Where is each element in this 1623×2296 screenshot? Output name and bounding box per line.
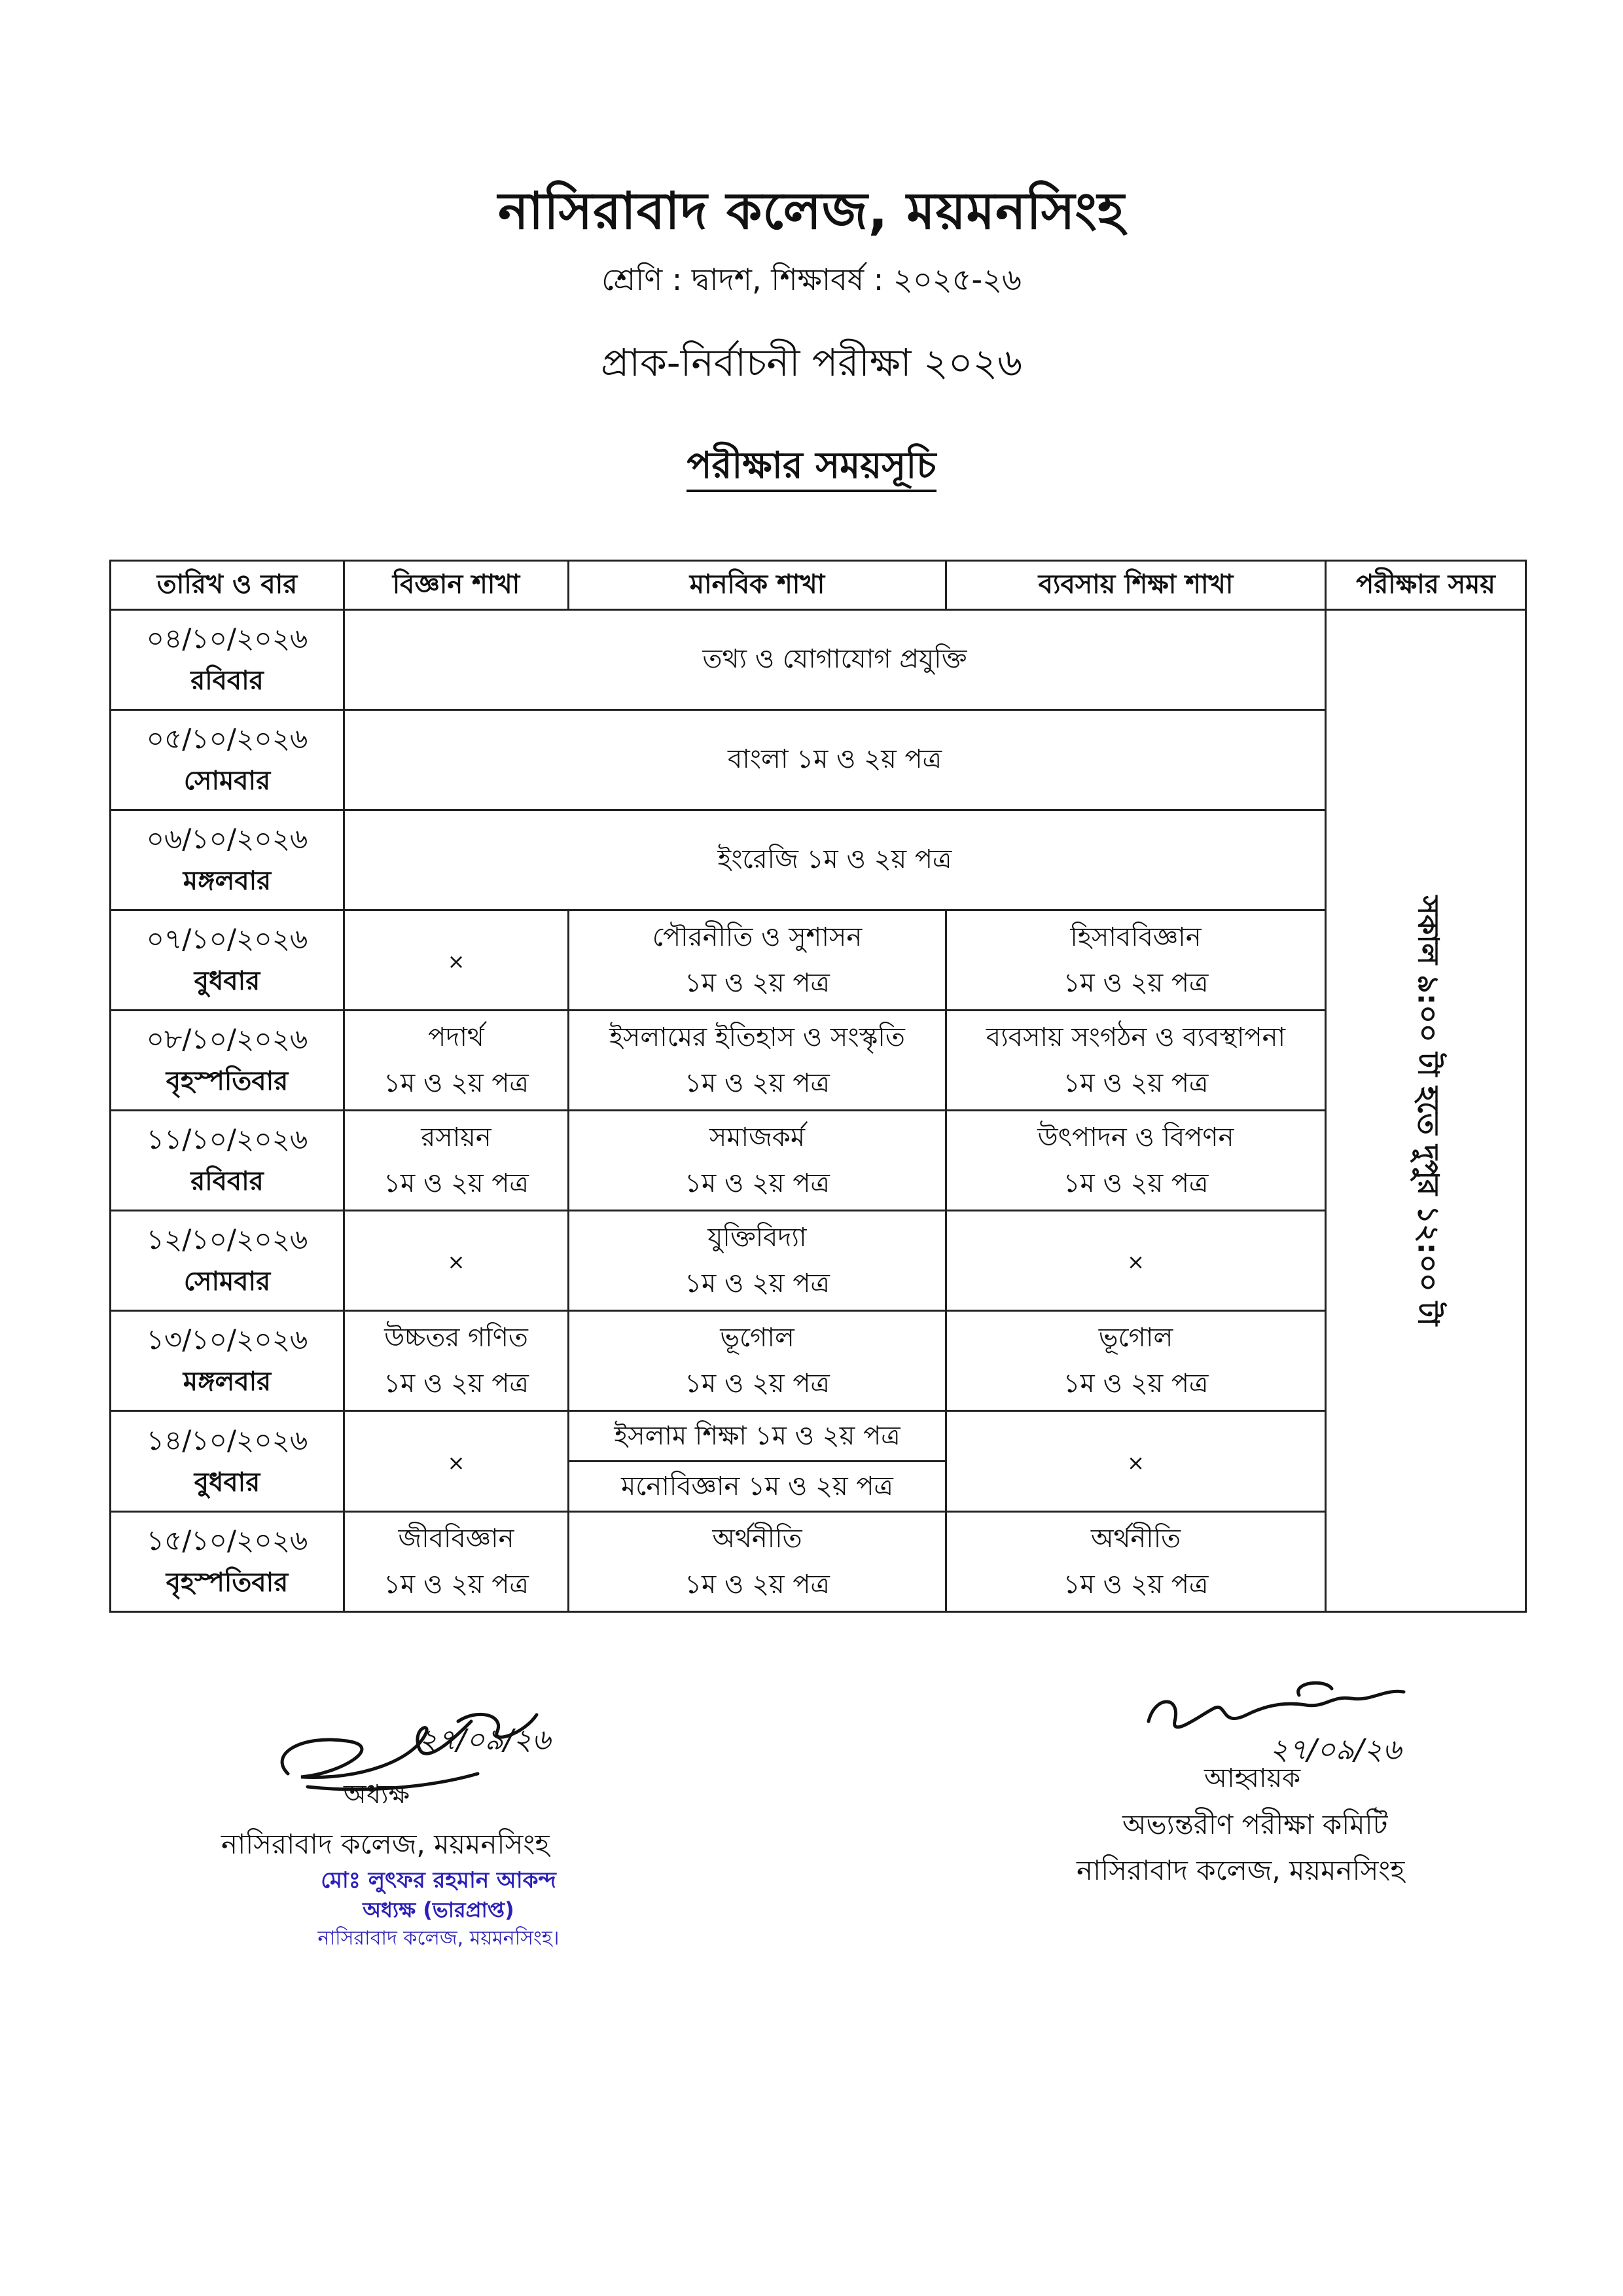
schedule-heading xyxy=(0,437,1623,499)
date: ১৫/১০/২০২৬ xyxy=(146,1524,308,1556)
humanities-cell xyxy=(569,910,946,1011)
paper-label: ১ম ও ২য় পত্র xyxy=(383,1570,529,1600)
date: ১২/১০/২০২৬ xyxy=(146,1223,308,1255)
weekday: বুধবার xyxy=(194,966,260,996)
date-cell xyxy=(111,1311,344,1411)
weekday: বৃহস্পতিবার xyxy=(166,1066,289,1096)
stamp-post: অধ্যক্ষ (ভারপ্রাপ্ত) xyxy=(363,1897,514,1922)
table-header-row xyxy=(111,561,1526,610)
subject-name: অর্থনীতি xyxy=(1090,1524,1181,1554)
weekday: রবিবার xyxy=(190,1166,264,1196)
science-cell xyxy=(344,1011,569,1111)
principal-stamp xyxy=(268,1865,609,1953)
weekday: রবিবার xyxy=(190,666,264,696)
no-exam-mark: × xyxy=(447,949,465,974)
table-row xyxy=(111,910,1526,1011)
humanities-cell xyxy=(569,1311,946,1411)
date-cell xyxy=(111,1211,344,1311)
subject-name: ব্যবসায় সংগঠন ও ব্যবস্থাপনা xyxy=(986,1022,1286,1052)
humanities-cell xyxy=(569,1111,946,1211)
paper-label: ১ম ও ২য় পত্র xyxy=(685,1570,830,1600)
schedule-heading-text: পরীক্ষার সময়সূচি xyxy=(687,444,936,492)
subject-name: যুক্তিবিদ্যা xyxy=(707,1223,807,1253)
stamp-name: মোঃ লুৎফর রহমান আকন্দ xyxy=(321,1867,556,1893)
header-business: ব্যবসায় শিক্ষা শাখা xyxy=(946,561,1326,610)
subject-name: ভূগোল xyxy=(720,1323,794,1353)
subject-name: অর্থনীতি xyxy=(712,1524,802,1554)
science-cell xyxy=(344,1311,569,1411)
business-cell xyxy=(946,1512,1326,1612)
paper-label: ১ম ও ২য় পত্র xyxy=(685,968,830,998)
exam-time-text: সকাল ৯:০০ টা হতে দুপুর ১২:০০ টা xyxy=(1411,895,1444,1326)
subject-name: সমাজকর্ম xyxy=(709,1122,806,1153)
business-cell xyxy=(946,1311,1326,1411)
date: ১৪/১০/২০২৬ xyxy=(146,1424,308,1456)
subject-name: হিসাববিজ্ঞান xyxy=(1070,922,1202,952)
date: ০৫/১০/২০২৬ xyxy=(146,723,308,755)
date-cell xyxy=(111,810,344,910)
date: ১৩/১০/২০২৬ xyxy=(146,1323,308,1355)
header-humanities: মানবিক শাখা xyxy=(569,561,946,610)
table-row xyxy=(111,710,1526,810)
business-cell xyxy=(946,1111,1326,1211)
no-exam-mark: × xyxy=(1127,1249,1145,1274)
subject-name: ইসলামের ইতিহাস ও সংস্কৃতি xyxy=(609,1022,905,1052)
exam-title: প্রাক-নির্বাচনী পরীক্ষা ২০২৬ xyxy=(601,340,1022,385)
date-cell xyxy=(111,1411,344,1512)
paper-label: ১ম ও ২য় পত্র xyxy=(1063,1369,1209,1399)
humanities-cell xyxy=(569,1411,946,1512)
subject-name: জীববিজ্ঞান xyxy=(398,1524,514,1554)
paper-label: ১ম ও ২য় পত্র xyxy=(685,1268,830,1299)
table-row xyxy=(111,1111,1526,1211)
weekday: সোমবার xyxy=(183,1266,271,1297)
committee-name: অভ্যন্তরীণ পরীক্ষা কমিটি xyxy=(1122,1808,1388,1840)
date-cell xyxy=(111,1512,344,1612)
paper-label: ১ম ও ২য় পত্র xyxy=(685,1068,830,1098)
paper-label: ১ম ও ২য় পত্র xyxy=(685,1168,830,1198)
subject-name: উৎপাদন ও বিপণন xyxy=(1037,1122,1234,1153)
stamp-college: নাসিরাবাদ কলেজ, ময়মনসিংহ। xyxy=(317,1927,560,1950)
table-row xyxy=(111,1512,1526,1612)
header-science: বিজ্ঞান শাখা xyxy=(344,561,569,610)
paper-label: ১ম ও ২য় পত্র xyxy=(685,1369,830,1399)
business-cell xyxy=(946,1411,1326,1512)
science-cell xyxy=(344,1211,569,1311)
date-cell xyxy=(111,710,344,810)
convener-title: আহ্বায়ক xyxy=(1204,1763,1301,1793)
table-row xyxy=(111,610,1526,710)
principal-signature-date: ২৭/০৯/২৬ xyxy=(419,1723,551,1757)
paper-label: ১ম ও ২য় পত্র xyxy=(383,1369,529,1399)
date-cell xyxy=(111,1011,344,1111)
science-cell xyxy=(344,1111,569,1211)
date: ০৪/১০/২০২৬ xyxy=(146,622,308,655)
subject-name: পদার্থ xyxy=(428,1022,484,1052)
table-row xyxy=(111,1211,1526,1311)
paper-label: ১ম ও ২য় পত্র xyxy=(1063,1168,1209,1198)
convener-signature-date: ২৭/০৯/২৬ xyxy=(1270,1733,1402,1767)
subject-name: পৌরনীতি ও সুশাসন xyxy=(652,922,863,952)
common-subject: ইংরেজি ১ম ও ২য় পত্র xyxy=(344,810,1326,910)
business-cell xyxy=(946,910,1326,1011)
humanities-cell xyxy=(569,1211,946,1311)
paper-label: ১ম ও ২য় পত্র xyxy=(1063,1068,1209,1098)
date: ১১/১০/২০২৬ xyxy=(146,1123,308,1155)
principal-college: নাসিরাবাদ কলেজ, ময়মনসিংহ xyxy=(221,1828,550,1860)
no-exam-mark: × xyxy=(447,1450,465,1475)
weekday: সোমবার xyxy=(183,766,271,796)
science-cell xyxy=(344,1411,569,1512)
paper-label: ১ম ও ২য় পত্র xyxy=(383,1168,529,1198)
weekday: বৃহস্পতিবার xyxy=(166,1568,289,1598)
business-cell xyxy=(946,1211,1326,1311)
paper-label: ১ম ও ২য় পত্র xyxy=(1063,1570,1209,1600)
weekday: বুধবার xyxy=(194,1467,260,1498)
date-cell xyxy=(111,910,344,1011)
business-cell xyxy=(946,1011,1326,1111)
subject-name: ভূগোল xyxy=(1098,1323,1173,1353)
header-exam-time: পরীক্ষার সময় xyxy=(1326,561,1526,610)
table-row xyxy=(111,1011,1526,1111)
humanities-cell xyxy=(569,1011,946,1111)
subject-name: রসায়ন xyxy=(421,1122,491,1153)
no-exam-mark: × xyxy=(447,1249,465,1274)
table-row xyxy=(111,1411,1526,1512)
date-cell xyxy=(111,610,344,710)
date: ০৭/১০/২০২৬ xyxy=(146,923,308,955)
no-exam-mark: × xyxy=(1127,1450,1145,1475)
header-date-day: তারিখ ও বার xyxy=(111,561,344,610)
convener-college: নাসিরাবাদ কলেজ, ময়মনসিংহ xyxy=(1077,1854,1405,1886)
common-subject: বাংলা ১ম ও ২য় পত্র xyxy=(344,710,1326,810)
paper-label: ১ম ও ২য় পত্র xyxy=(383,1068,529,1098)
science-cell xyxy=(344,1512,569,1612)
date-cell xyxy=(111,1111,344,1211)
paper-label: ১ম ও ২য় পত্র xyxy=(1063,968,1209,998)
subject-name: ইসলাম শিক্ষা ১ম ও ২য় পত্র xyxy=(569,1412,945,1462)
table-row xyxy=(111,810,1526,910)
date: ০৬/১০/২০২৬ xyxy=(146,823,308,855)
exam-time-cell xyxy=(1326,610,1526,1612)
principal-title: অধ্যক্ষ xyxy=(344,1780,410,1810)
common-subject: তথ্য ও যোগাযোগ প্রযুক্তি xyxy=(344,610,1326,710)
exam-schedule-table xyxy=(109,560,1527,1613)
class-session-line: শ্রেণি : দ্বাদশ, শিক্ষাবর্ষ : ২০২৫-২৬ xyxy=(601,262,1022,297)
humanities-cell xyxy=(569,1512,946,1612)
subject-name: উচ্চতর গণিত xyxy=(384,1323,528,1353)
date: ০৮/১০/২০২৬ xyxy=(146,1023,308,1055)
science-cell xyxy=(344,910,569,1011)
subject-name: মনোবিজ্ঞান ১ম ও ২য় পত্র xyxy=(621,1471,893,1501)
college-title: নাসিরাবাদ কলেজ, ময়মনসিংহ xyxy=(498,182,1125,241)
weekday: মঙ্গলবার xyxy=(183,866,272,896)
table-row xyxy=(111,1311,1526,1411)
weekday: মঙ্গলবার xyxy=(183,1367,272,1397)
